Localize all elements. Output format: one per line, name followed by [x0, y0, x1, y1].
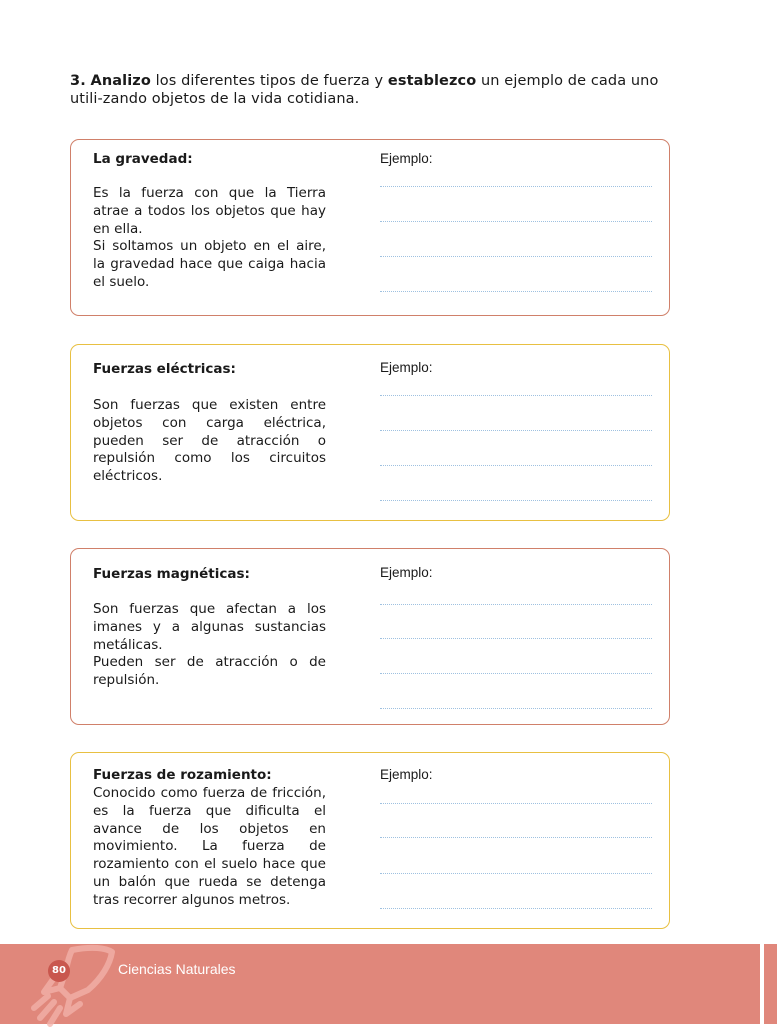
card-title: Fuerzas eléctricas: [93, 361, 236, 377]
card-description [93, 785, 326, 910]
example-answer-line[interactable] [380, 837, 652, 838]
example-answer-line[interactable] [380, 604, 652, 605]
card-description [93, 397, 326, 486]
card-fuerzas-rozamiento [70, 752, 670, 929]
example-answer-line[interactable] [380, 256, 652, 257]
example-label: Ejemplo: [380, 151, 433, 166]
example-answer-line[interactable] [380, 465, 652, 466]
example-answer-line[interactable] [380, 395, 652, 396]
subject-title: Ciencias Naturales [118, 961, 236, 977]
card-fuerzas-electricas [70, 344, 670, 521]
example-answer-line[interactable] [380, 186, 652, 187]
example-answer-line[interactable] [380, 221, 652, 222]
card-paragraph: Son fuerzas que afectan a los imanes y a algunas sustancias metálicas. [93, 601, 326, 653]
example-answer-line[interactable] [380, 430, 652, 431]
page-number: 80 [48, 960, 70, 982]
example-answer-line[interactable] [380, 673, 652, 674]
instruction-part-2: un ejemplo de cada uno utili-zando objetos de la vida cotidiana. [70, 73, 659, 107]
example-answer-line[interactable] [380, 873, 652, 874]
card-paragraph: Si soltamos un objeto en el aire, la gravedad hace que caiga hacia el suelo. [93, 238, 326, 290]
example-answer-line[interactable] [380, 291, 652, 292]
card-paragraph: Pueden ser de atracción o de repulsión. [93, 654, 326, 689]
example-label: Ejemplo: [380, 565, 433, 580]
instruction-text [70, 72, 680, 108]
card-paragraph: Es la fuerza con que la Tierra atrae a todos los objetos que hay en ella. [93, 185, 326, 237]
card-title: Fuerzas de rozamiento: [93, 767, 272, 783]
card-fuerzas-magneticas [70, 548, 670, 725]
card-paragraph: Conocido como fuerza de fricción, es la fuerza que dificulta el avance de los objetos en movimiento. La fuerza de rozamiento con el suelo hace que un balón que rueda se detenga tras recorrer algunos metros. [93, 785, 326, 908]
instruction-verb-establezco: establezco [387, 73, 477, 89]
card-title: Fuerzas magnéticas: [93, 566, 250, 582]
card-title: La gravedad: [93, 151, 193, 167]
instruction-number: 3. [70, 73, 86, 89]
footer-edge-strip [764, 944, 777, 1024]
example-answer-line[interactable] [380, 908, 652, 909]
rocket-icon [20, 938, 130, 1028]
card-paragraph: Son fuerzas que existen entre objetos con carga eléctrica, pueden ser de atracción o repulsión como los circuitos eléctricos. [93, 397, 326, 485]
example-answer-line[interactable] [380, 708, 652, 709]
example-answer-line[interactable] [380, 803, 652, 804]
example-answer-line[interactable] [380, 500, 652, 501]
instruction-verb-analizo: Analizo [90, 73, 151, 89]
example-label: Ejemplo: [380, 767, 433, 782]
card-gravedad [70, 139, 670, 316]
instruction-part-1: los diferentes tipos de fuerza y [150, 73, 388, 89]
example-answer-line[interactable] [380, 638, 652, 639]
example-label: Ejemplo: [380, 360, 433, 375]
card-description [93, 601, 326, 690]
card-description [93, 185, 326, 292]
